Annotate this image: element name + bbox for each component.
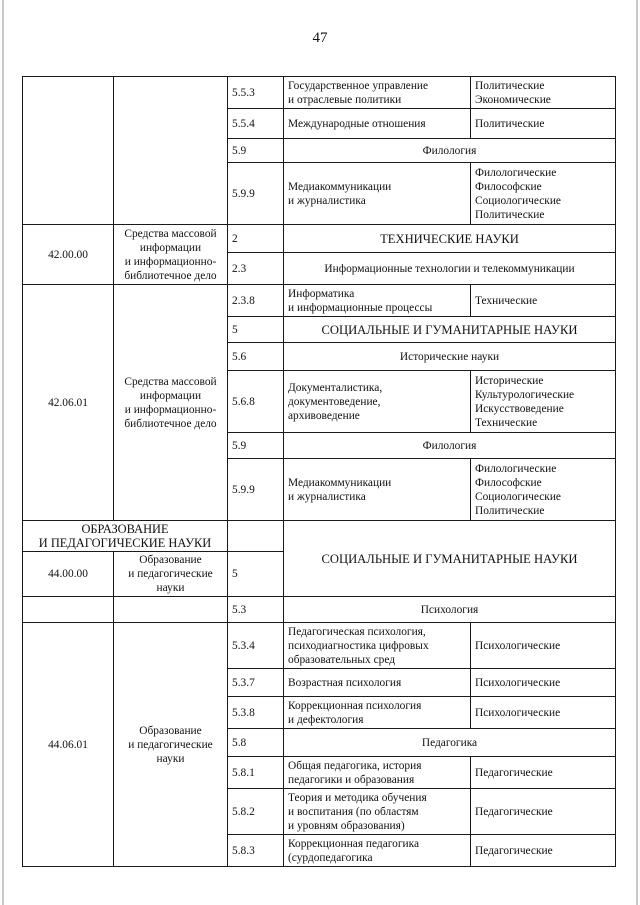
specialty-code: 5.9.9 — [228, 163, 284, 225]
specialty-name: Общая педагогика, история педагогики и образования — [284, 757, 471, 789]
direction-code: 42.00.00 — [23, 225, 114, 285]
specialty-name: Педагогическая психология, психодиагностика цифровых образовательных сред — [284, 623, 471, 669]
group-title: Педагогика — [284, 729, 616, 757]
table-row — [23, 623, 616, 669]
group-code: 2 — [228, 225, 284, 253]
specialty-code: 5.8.2 — [228, 789, 284, 835]
science-branches: Политические — [471, 109, 616, 139]
science-branches: Педагогические — [471, 789, 616, 835]
specialty-code: 5.8.3 — [228, 835, 284, 867]
science-branches: Психологические — [471, 697, 616, 729]
empty-cell — [228, 521, 284, 552]
scan-edge-right — [636, 0, 638, 905]
direction-name: Образование и педагогические науки — [114, 552, 228, 597]
specialty-code: 5.3.4 — [228, 623, 284, 669]
specialty-code: 5.9.9 — [228, 459, 284, 521]
group-code: 2.3 — [228, 253, 284, 285]
group-code: 5.9 — [228, 139, 284, 163]
group-title: Филология — [284, 139, 616, 163]
section-title: ОБРАЗОВАНИЕ И ПЕДАГОГИЧЕСКИЕ НАУКИ — [23, 521, 228, 552]
group-code: 5.9 — [228, 433, 284, 459]
empty-cell — [23, 597, 114, 623]
specialty-code: 5.5.3 — [228, 77, 284, 109]
group-title: Информационные технологии и телекоммуникации — [284, 253, 616, 285]
scan-edge-left — [2, 0, 4, 905]
specialty-name: Информатика и информационные процессы — [284, 285, 471, 317]
science-branches: Педагогические — [471, 835, 616, 867]
group-title: Филология — [284, 433, 616, 459]
direction-code-cell — [23, 77, 114, 225]
specialty-code: 5.5.4 — [228, 109, 284, 139]
table-row — [23, 597, 616, 623]
group-code: 5.8 — [228, 729, 284, 757]
page-number: 47 — [312, 30, 328, 46]
group-title: СОЦИАЛЬНЫЕ И ГУМАНИТАРНЫЕ НАУКИ — [284, 317, 616, 343]
specialty-table — [22, 76, 616, 867]
specialty-name: Международные отношения — [284, 109, 471, 139]
specialty-code: 5.8.1 — [228, 757, 284, 789]
table-row — [23, 521, 616, 552]
group-title: ТЕХНИЧЕСКИЕ НАУКИ — [284, 225, 616, 253]
direction-name: Средства массовой информации и информационно- библиотечное дело — [114, 225, 228, 285]
science-branches: Филологические Философские Социологические Политические — [471, 459, 616, 521]
direction-code: 44.00.00 — [23, 552, 114, 597]
science-branches: Психологические — [471, 623, 616, 669]
direction-code: 42.06.01 — [23, 285, 114, 521]
specialty-code: 5.3.8 — [228, 697, 284, 729]
group-code: 5.6 — [228, 343, 284, 371]
table-row — [23, 285, 616, 317]
specialty-name: Коррекционная психология и дефектология — [284, 697, 471, 729]
table-row — [23, 77, 616, 109]
specialty-name: Возрастная психология — [284, 669, 471, 697]
science-branches: Политические Экономические — [471, 77, 616, 109]
group-code: 5 — [228, 317, 284, 343]
group-code: 5.3 — [228, 597, 284, 623]
direction-name: Образование и педагогические науки — [114, 623, 228, 867]
specialty-code: 5.3.7 — [228, 669, 284, 697]
group-title: Исторические науки — [284, 343, 616, 371]
specialty-name: Коррекционная педагогика (сурдопедагогика — [284, 835, 471, 867]
specialty-name: Медиакоммуникации и журналистика — [284, 459, 471, 521]
specialty-code: 2.3.8 — [228, 285, 284, 317]
specialty-name: Теория и методика обучения и воспитания (по областям и уровням образования) — [284, 789, 471, 835]
direction-name: Средства массовой информации и информационно- библиотечное дело — [114, 285, 228, 521]
group-code: 5 — [228, 552, 284, 597]
specialty-code: 5.6.8 — [228, 371, 284, 433]
group-title: СОЦИАЛЬНЫЕ И ГУМАНИТАРНЫЕ НАУКИ — [284, 521, 616, 597]
direction-name-cell — [114, 77, 228, 225]
science-branches: Филологические Философские Социологические Политические — [471, 163, 616, 225]
science-branches: Исторические Культурологические Искусствоведение Технические — [471, 371, 616, 433]
specialty-name: Документалистика, документоведение, архивоведение — [284, 371, 471, 433]
specialty-name: Медиакоммуникации и журналистика — [284, 163, 471, 225]
direction-code: 44.06.01 — [23, 623, 114, 867]
specialty-name: Государственное управление и отраслевые политики — [284, 77, 471, 109]
group-title: Психология — [284, 597, 616, 623]
science-branches: Психологические — [471, 669, 616, 697]
science-branches: Педагогические — [471, 757, 616, 789]
table-row — [23, 225, 616, 253]
empty-cell — [114, 597, 228, 623]
science-branches: Технические — [471, 285, 616, 317]
